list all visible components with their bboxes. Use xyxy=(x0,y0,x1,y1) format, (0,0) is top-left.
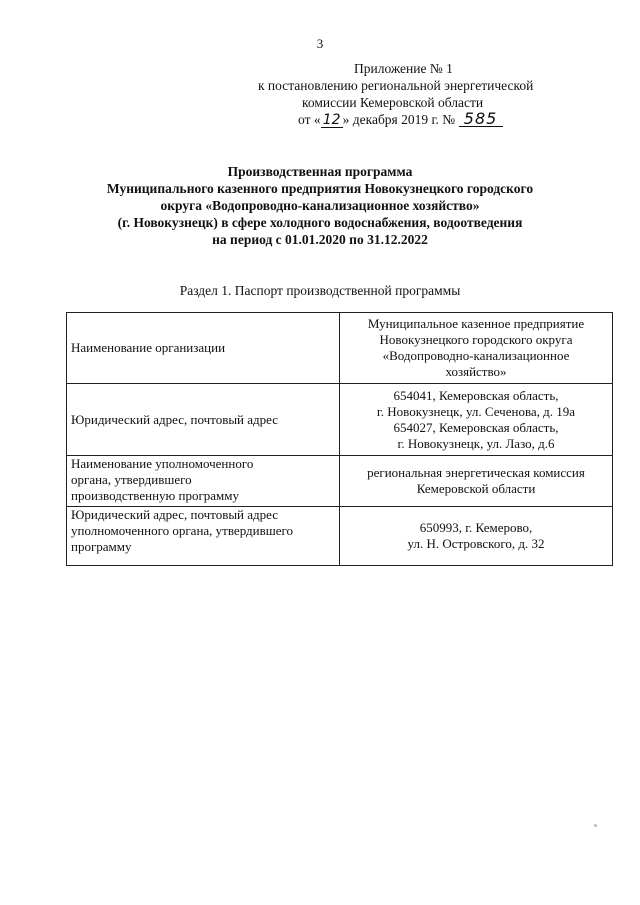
value-text: 654027, Кемеровская область, xyxy=(393,419,559,435)
value-text: г. Новокузнецк, ул. Сеченова, д. 19а xyxy=(376,403,576,419)
scan-speck xyxy=(594,824,597,827)
title-line-3: округа «Водопроводно-канализационное хозяйство» xyxy=(160,198,480,213)
appendix-header xyxy=(240,60,620,128)
row-label xyxy=(67,456,340,507)
label-text: Юридический адрес, почтовый адрес xyxy=(71,507,279,522)
page-number: 3 xyxy=(316,36,324,51)
label-text: органа, утвердившего xyxy=(71,472,192,487)
row-value xyxy=(340,507,613,566)
value-text: ул. Н. Островского, д. 32 xyxy=(407,536,545,551)
title-line-4: (г. Новокузнецк) в сфере холодного водоснабжения, водоотведения xyxy=(117,215,523,230)
label-text: Наименование организации xyxy=(71,340,226,355)
section-heading: Раздел 1. Паспорт производственной программы xyxy=(179,283,461,298)
label-text: программу xyxy=(71,539,132,554)
table-row xyxy=(67,313,613,384)
value-text: г. Новокузнецк, ул. Лазо, д.6 xyxy=(397,435,555,451)
row-label xyxy=(67,313,340,384)
label-text: Наименование уполномоченного xyxy=(71,456,254,471)
table-row xyxy=(67,384,613,456)
row-label xyxy=(67,507,340,566)
appendix-commission-line: комиссии Кемеровской области xyxy=(302,95,484,110)
title-line-1: Производственная программа xyxy=(227,164,413,179)
table-row xyxy=(67,456,613,507)
value-text: Муниципальное казенное предприятие xyxy=(367,316,585,331)
appendix-title: Приложение № 1 xyxy=(354,61,453,76)
value-text: «Водопроводно-канализационное xyxy=(382,348,570,363)
table-row xyxy=(67,507,613,566)
title-line-2: Муниципального казенного предприятия Новокузнецкого городского xyxy=(106,181,534,196)
handwritten-number: 585 xyxy=(459,112,503,127)
value-text: 654041, Кемеровская область, xyxy=(393,387,559,403)
handwritten-day: 12 xyxy=(321,113,343,128)
row-value xyxy=(340,384,613,456)
label-text: уполномоченного органа, утвердившего xyxy=(71,523,294,538)
date-prefix: от « xyxy=(298,112,321,127)
date-middle: » декабря 2019 г. № xyxy=(342,112,456,127)
document-title xyxy=(0,163,640,248)
title-line-5: на период с 01.01.2020 по 31.12.2022 xyxy=(212,232,428,247)
label-text: Юридический адрес, почтовый адрес xyxy=(71,411,279,427)
appendix-date-line xyxy=(240,111,620,128)
value-text: Кемеровской области xyxy=(416,481,536,496)
passport-table xyxy=(66,312,613,566)
row-label xyxy=(67,384,340,456)
row-value xyxy=(340,456,613,507)
appendix-resolution-line: к постановлению региональной энергетической xyxy=(258,78,534,93)
value-text: хозяйство» xyxy=(445,364,507,379)
label-text: производственную программу xyxy=(71,488,240,503)
value-text: Новокузнецкого городского округа xyxy=(379,332,573,347)
value-text: региональная энергетическая комиссия xyxy=(367,465,585,480)
value-text: 650993, г. Кемерово, xyxy=(419,520,533,535)
row-value xyxy=(340,313,613,384)
